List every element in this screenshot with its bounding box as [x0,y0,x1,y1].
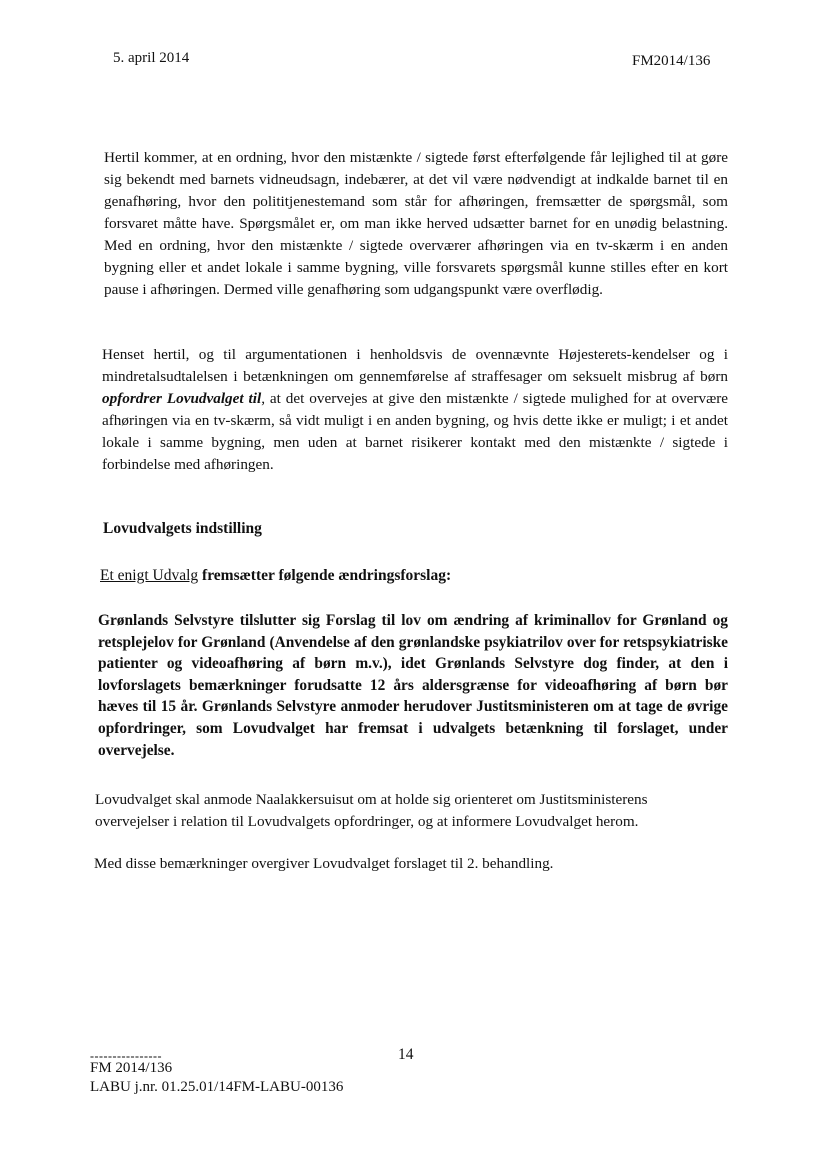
paragraph-2-text-end: , at det overvejes at give den mistænkte / sigtede mulighed for at overvære afhøringen via en tv-skærm, så vidt muligt i en anden bygning, og hvis dette ikke er muligt; i et andet lokale i samme bygning, men uden at barnet risikerer kontakt med den mistænkte / sigtede i forbindelse med afhøringen. [102,390,729,473]
header-reference: FM2014/136 [632,53,711,69]
paragraph-2-text-start: Henset hertil, og til argumentationen i henholdsvis de ovennævnte Højesterets-kendelser og i mindretalsudtalelsen i betænkningen om gennemførelse af straffesager om seksuelt misbrug af børn [102,346,728,385]
page-number: 14 [398,1046,414,1063]
section-heading: Lovudvalgets indstilling [103,520,262,537]
proposal-intro-bold: fremsætter følgende ændringsforslag: [198,567,452,584]
paragraph-4: Lovudvalget skal anmode Naalakkersuisut om at holde sig orienteret om Justitsministerens overvejelser i relation til Lovudvalgets opfordringer, og at informere Lovudvalget herom. [95,791,648,830]
footer-case-number: FM 2014/136 [90,1060,173,1076]
proposal-intro-underlined: Et enigt Udvalg [100,567,199,584]
proposal-intro [100,567,451,585]
header-date: 5. april 2014 [113,50,190,66]
footer-rule: ---------------- [90,1049,162,1063]
paragraph-1: Hertil kommer, at en ordning, hvor den mistænkte / sigtede først efterfølgende får lejlighed til at gøre sig bekendt med barnets vidneudsagn, indebærer, at det vil være nødvendigt at indkalde barnet til en genafhøring, hvor den polititjenestemand som står for afhøringen, fremsætter de spørgsmål, som forsvaret måtte have. Spørgsmålet er, om man ikke herved udsætter barnet for en unødig belastning. Med en ordning, hvor den mistænkte / sigtede overværer afhøringen via en tv-skærm i en anden bygning eller et andet lokale i samme bygning, ville forsvarets spørgsmål kunne stilles efter en kort pause i afhøringen. Dermed ville genafhøring som udgangspunkt være overflødig. [104,149,728,298]
footer-journal-number: LABU j.nr. 01.25.01/14FM-LABU-00136 [90,1079,344,1095]
paragraph-5: Med disse bemærkninger overgiver Lovudvalget forslaget til 2. behandling. [94,855,554,872]
paragraph-2 [102,344,728,476]
paragraph-3-proposal: Grønlands Selvstyre tilslutter sig Forslag til lov om ændring af kriminallov for Grønland og retsplejelov for Grønland (Anvendelse af den grønlandske psykiatrilov over for retspsykiatriske patienter og videoafhøring af børn m.v.), idet Grønlands Selvstyre dog finder, at den i lovforslagets bemærkninger forudsatte 12 års aldersgrænse for videoafhøring af børn bør hæves til 15 år. Grønlands Selvstyre anmoder herudover Justitsministeren om at tage de øvrige opfordringer, som Lovudvalget har fremsat i udvalgets betænkning til forslaget, under overvejelse. [98,612,728,759]
paragraph-2-emphasis: opfordrer Lovudvalget til [102,390,262,407]
